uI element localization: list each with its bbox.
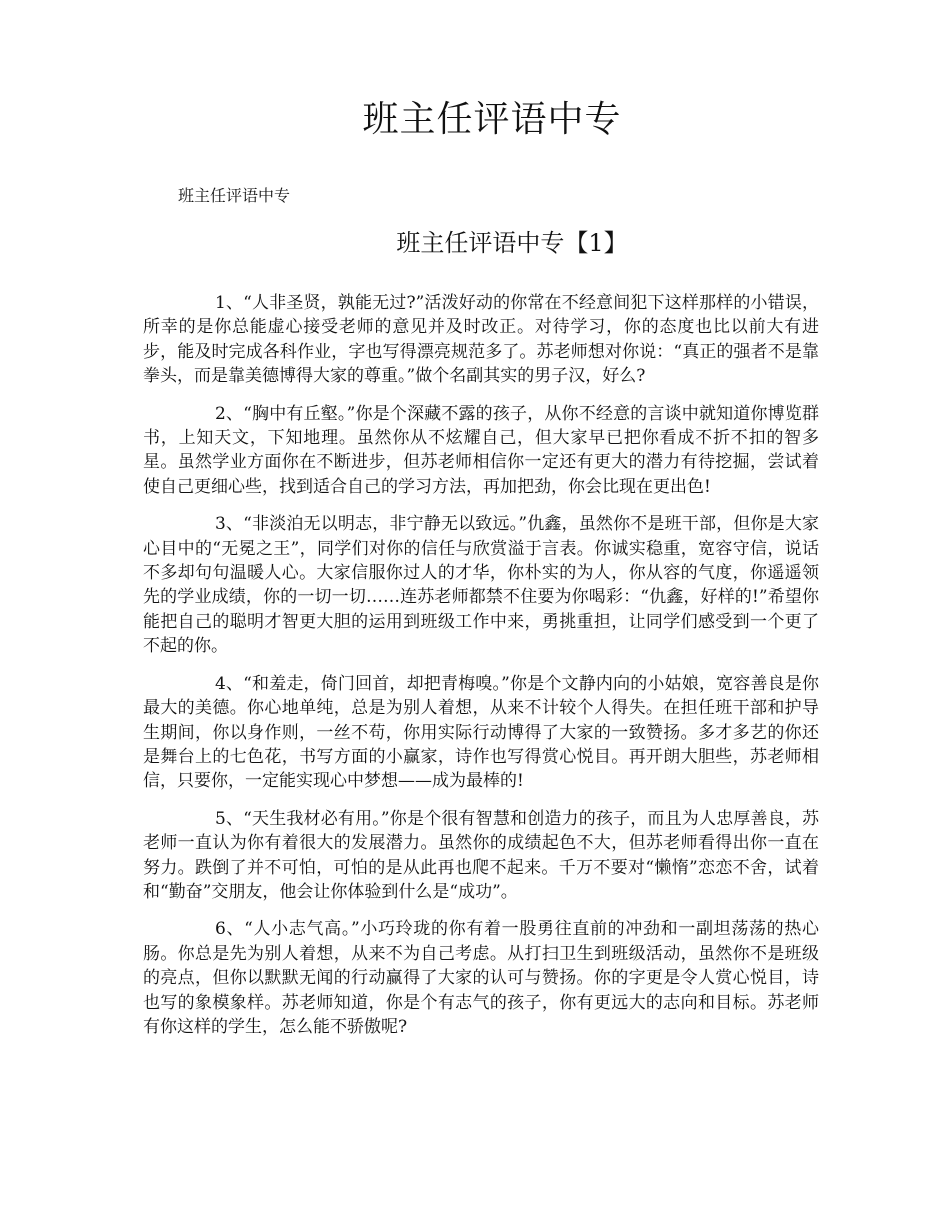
comment-list <box>143 291 819 1052</box>
section-heading: 班主任评语中专【1】 <box>396 229 628 257</box>
comment-paragraph-1: 1、“人非圣贤，孰能无过?”活泼好动的你常在不经意间犯下这样那样的小错误，所幸的是你总能虚心接受老师的意见并及时改正。对待学习，你的态度也比以前大有进步，能及时完成各科作业，字也写得漂亮规范多了。苏老师想对你说：“真正的强者不是靠拳头，而是靠美德博得大家的尊重。”做个名副其实的男子汉，好么? <box>143 293 819 387</box>
comment-paragraph-2: 2、“胸中有丘壑。”你是个深藏不露的孩子，从你不经意的言谈中就知道你博览群书，上知天文，下知地理。虽然你从不炫耀自己，但大家早已把你看成不折不扣的智多星。虽然学业方面你在不断进步，但苏老师相信你一定还有更大的潜力有待挖掘，尝试着使自己更细心些，找到适合自己的学习方法，再加把劲，你会比现在更出色! <box>143 403 819 497</box>
document-title: 班主任评语中专 <box>362 99 622 140</box>
comment-paragraph-6: 6、“人小志气高。”小巧玲珑的你有着一股勇往直前的冲劲和一副坦荡荡的热心肠。你总是先为别人着想，从来不为自己考虑。从打扫卫生到班级活动，虽然你不是班级的亮点，但你以默默无闻的行动赢得了大家的认可与赞扬。你的字更是令人赏心悦目，诗也写的象模象样。苏老师知道，你是个有志气的孩子，你有更远大的志向和目标。苏老师有你这样的学生，怎么能不骄傲呢? <box>143 919 819 1037</box>
comment-paragraph-3: 3、“非淡泊无以明志，非宁静无以致远。”仇鑫，虽然你不是班干部，但你是大家心目中的“无冕之王”，同学们对你的信任与欣赏溢于言表。你诚实稳重，宽容守信，说话不多却句句温暖人心。大家信服你过人的才华，你朴实的为人，你从容的气度，你遥遥领先的学业成绩，你的一切一切……连苏老师都禁不住要为你喝彩：“仇鑫，好样的!”希望你能把自己的聪明才智更大胆的运用到班级工作中来，勇挑重担，让同学们感受到一个更了不起的你。 <box>143 514 819 657</box>
document-label: 班主任评语中专 <box>178 186 291 205</box>
comment-paragraph-5: 5、“天生我材必有用。”你是个很有智慧和创造力的孩子，而且为人忠厚善良，苏老师一直认为你有着很大的发展潜力。虽然你的成绩起色不大，但苏老师看得出你一直在努力。跌倒了并不可怕，可怕的是从此再也爬不起来。千万不要对“懒惰”恋恋不舍，试着和“勤奋”交朋友，他会让你体验到什么是“成功”。 <box>143 808 819 902</box>
comment-paragraph-4: 4、“和羞走，倚门回首，却把青梅嗅。”你是个文静内向的小姑娘，宽容善良是你最大的美德。你心地单纯，总是为别人着想，从来不计较个人得失。在担任班干部和护导生期间，你以身作则，一丝不苟，你用实际行动博得了大家的一致赞扬。多才多艺的你还是舞台上的七色花，书写方面的小赢家，诗作也写得赏心悦目。再开朗大胆些，苏老师相信，只要你，一定能实现心中梦想——成为最棒的! <box>143 673 819 792</box>
